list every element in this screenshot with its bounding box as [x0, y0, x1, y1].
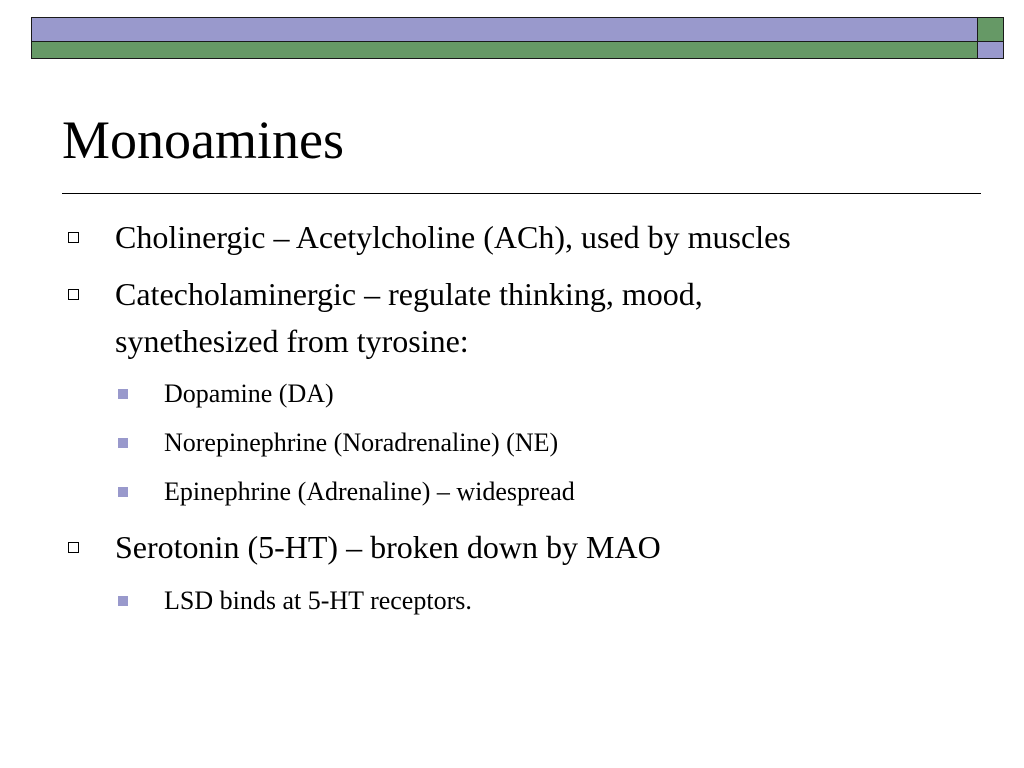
- slide-title: Monoamines: [62, 110, 344, 170]
- header-corner-blue: [977, 41, 1004, 59]
- sub-list-item: Dopamine (DA): [164, 379, 334, 408]
- list-item-continuation: synethesized from tyrosine:: [115, 323, 469, 359]
- hollow-square-icon: [68, 289, 79, 300]
- filled-square-icon: [118, 389, 128, 399]
- filled-square-icon: [118, 487, 128, 497]
- filled-square-icon: [118, 438, 128, 448]
- hollow-square-icon: [68, 232, 79, 243]
- sub-list-item: Epinephrine (Adrenaline) – widespread: [164, 477, 575, 506]
- header-band-green: [31, 41, 978, 59]
- header-decoration: [0, 0, 1024, 62]
- header-corner-green: [977, 17, 1004, 42]
- list-item: Serotonin (5-HT) – broken down by MAO: [115, 529, 661, 565]
- hollow-square-icon: [68, 542, 79, 553]
- sub-list-item: Norepinephrine (Noradrenaline) (NE): [164, 428, 559, 457]
- header-band-blue: [31, 17, 978, 42]
- sub-list-item: LSD binds at 5-HT receptors.: [164, 586, 472, 615]
- filled-square-icon: [118, 596, 128, 606]
- list-item: Cholinergic – Acetylcholine (ACh), used by muscles: [115, 219, 791, 255]
- list-item: Catecholaminergic – regulate thinking, mood,: [115, 276, 703, 312]
- title-divider: [62, 193, 981, 194]
